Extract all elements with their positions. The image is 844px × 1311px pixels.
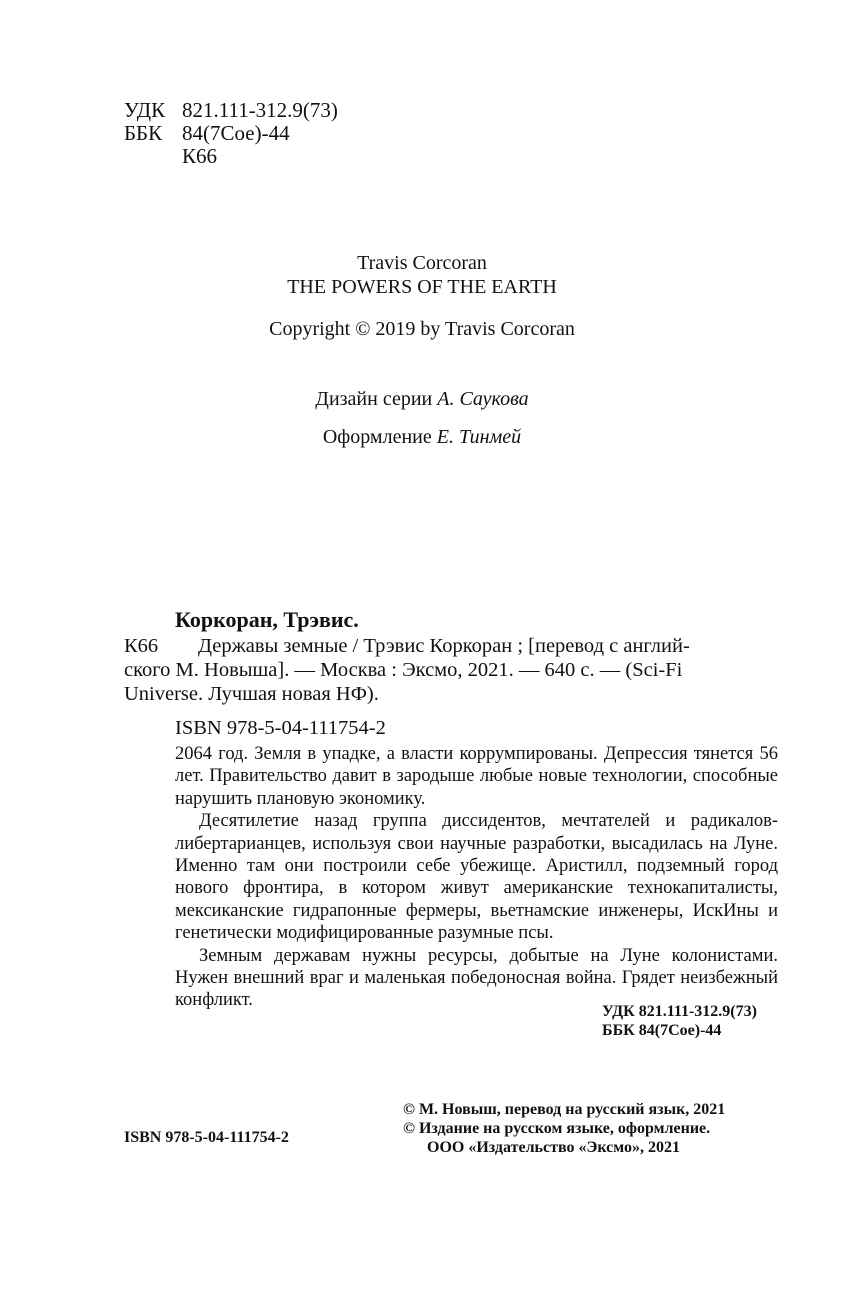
bottom-udk: УДК 821.111-312.9(73) — [602, 1003, 757, 1020]
author-mark: К66 — [182, 144, 218, 168]
bottom-bbk: ББК 84(7Сое)-44 — [602, 1022, 722, 1039]
catalog-line-3: Universe. Лучшая новая НФ). — [124, 683, 379, 705]
copyright-edition: © Издание на русском языке, оформление. — [403, 1120, 711, 1137]
catalog-line-1: Державы земные / Трэвис Коркоран ; [перевод с англий- — [198, 635, 690, 657]
abstract-paragraph-2: Десятилетие назад группа диссидентов, мечтателей и радикалов-либертарианцев, используя свои научные разработки, высадилась на Луне. Именно там они построили себе убежище. Аристилл, подземный город нового фронтира, в котором живут американские технокапиталисты, мексиканские гидрапонные фермеры, вьетнамские инженеры, ИскИны и генетически модифицированные разумные псы. — [175, 811, 778, 944]
series-design-person: А. Саукова — [437, 388, 529, 410]
udk-value: 821.111-312.9(73) — [182, 98, 338, 122]
catalog-mark: К66 — [124, 635, 159, 657]
series-design-credit — [0, 388, 844, 411]
bbk-value: 84(7Сое)-44 — [182, 121, 290, 145]
copyright-translation: © М. Новыш, перевод на русский язык, 2021 — [403, 1101, 726, 1118]
catalog-isbn: ISBN 978-5-04-111754-2 — [175, 717, 386, 739]
copyright-publisher: ООО «Издательство «Эксмо», 2021 — [427, 1139, 680, 1156]
bbk-label: ББК — [124, 121, 163, 145]
footer-isbn: ISBN 978-5-04-111754-2 — [124, 1129, 289, 1146]
layout-design-credit — [0, 426, 844, 449]
layout-design-label: Оформление — [322, 426, 432, 448]
abstract-paragraph-3: Земным державам нужны ресурсы, добытые на Луне колонистами. Нужен внешний враг и маленькая победоносная война. Грядет неизбежный конфликт. — [175, 945, 778, 1011]
catalog-line-2: ского М. Новыша]. — Москва : Эксмо, 2021. — 640 с. — (Sci-Fi — [124, 659, 683, 681]
udk-label: УДК — [124, 98, 166, 122]
catalog-heading: Коркоран, Трэвис. — [175, 607, 359, 632]
abstract-paragraph-1: 2064 год. Земля в упадке, а власти коррумпированы. Депрессия тянется 56 лет. Правительство давит в зародыше любые новые технологии, способные нарушить плановую экономику. — [175, 744, 778, 809]
layout-design-person: Е. Тинмей — [436, 426, 522, 448]
series-design-label: Дизайн серии — [315, 388, 433, 410]
original-copyright: Copyright © 2019 by Travis Corcoran — [269, 318, 575, 340]
abstract — [175, 743, 778, 1012]
original-author: Travis Corcoran — [357, 252, 487, 274]
original-title: THE POWERS OF THE EARTH — [287, 276, 557, 298]
